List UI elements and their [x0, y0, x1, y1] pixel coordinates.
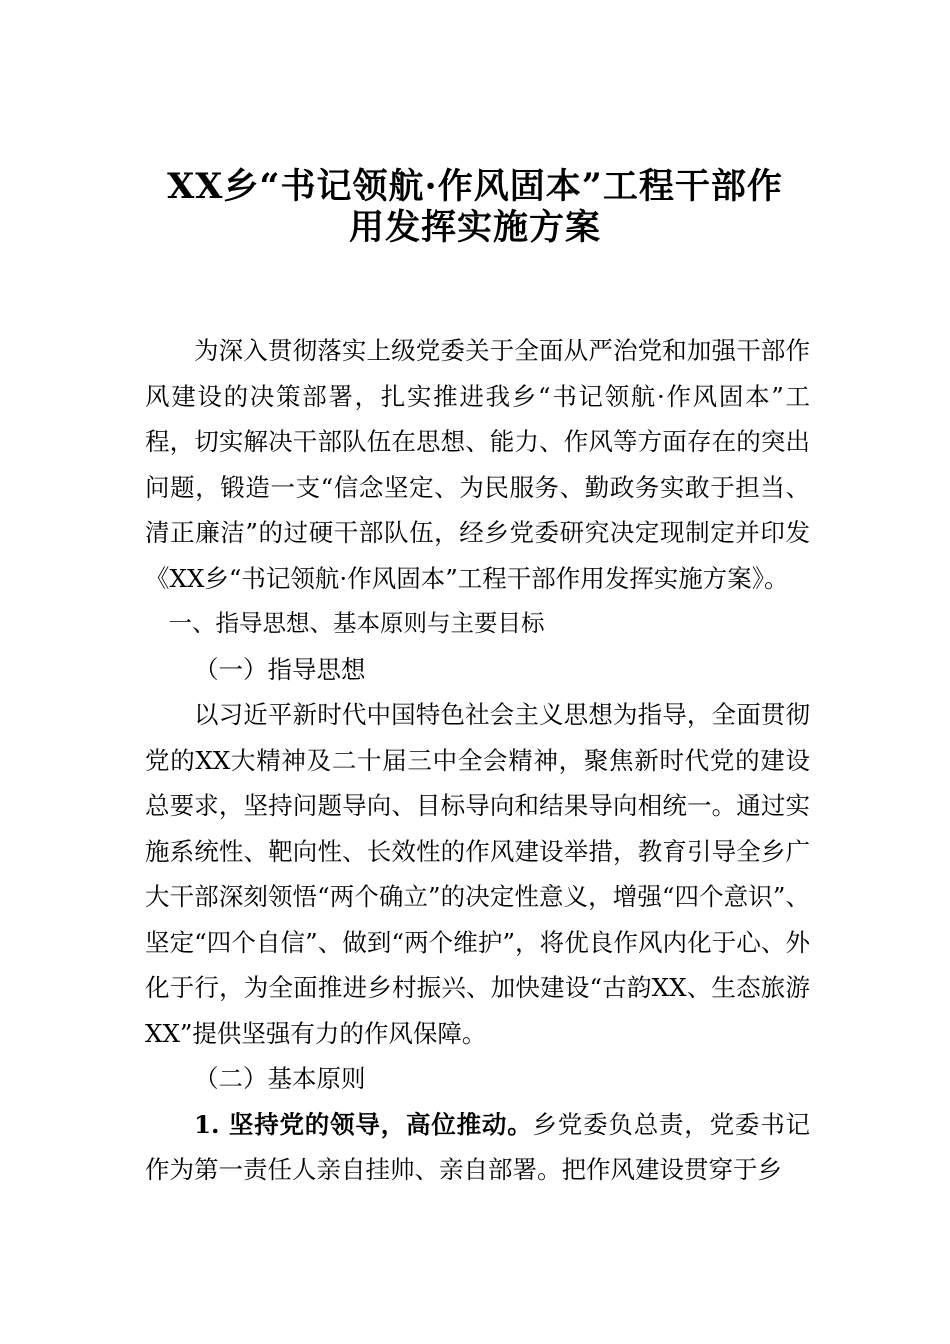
subsection-heading-guiding-ideology: （一）指导思想: [194, 654, 366, 684]
principle-1-text: 乡党委负总责，党委书记作为第一责任人亲自挂帅、亲自部署。把作风建设贯穿于乡: [145, 1109, 810, 1184]
document-title-line-1: XX乡“书记领航·作风固本”工程干部作: [167, 166, 783, 207]
subsection-heading-basic-principles: （二）基本原则: [194, 1064, 366, 1093]
section-heading-1: 一、指导思想、基本原则与主要目标: [168, 609, 545, 637]
intro-paragraph: 为深入贯彻落实上级党委关于全面从严治党和加强干部作风建设的决策部署，扎实推进我乡“书记领航·作风固本”工程，切实解决干部队伍在思想、能力、作风等方面存在的突出问题，锻造一支“信念坚定、为民服务、勤政务实敢于担当、清正廉洁”的过硬干部队伍，经乡党委研究决定现制定并印发《XX乡“书记领航·作风固本”工程干部作用发挥实施方案》。: [145, 336, 810, 593]
principle-1-lead: 1. 坚持党的领导，高位推动。: [194, 1109, 533, 1139]
principle-1-paragraph: [145, 1102, 810, 1193]
document-body: [145, 328, 810, 1193]
guiding-ideology-paragraph: 以习近平新时代中国特色社会主义思想为指导，全面贯彻党的XX大精神及二十届三中全会精神，聚焦新时代党的建设总要求，坚持问题导向、目标导向和结果导向相统一。通过实施系统性、靶向性、长效性的作风建设举措，教育引导全乡广大干部深刻领悟“两个确立”的决定性意义，增强“四个意识”、坚定“四个自信”、做到“两个维护”，将优良作风内化于心、外化于行，为全面推进乡村振兴、加快建设“古韵XX、生态旅游XX”提供坚强有力的作风保障。: [145, 700, 810, 1048]
document-title-line-2: 用发挥实施方案: [348, 207, 601, 248]
